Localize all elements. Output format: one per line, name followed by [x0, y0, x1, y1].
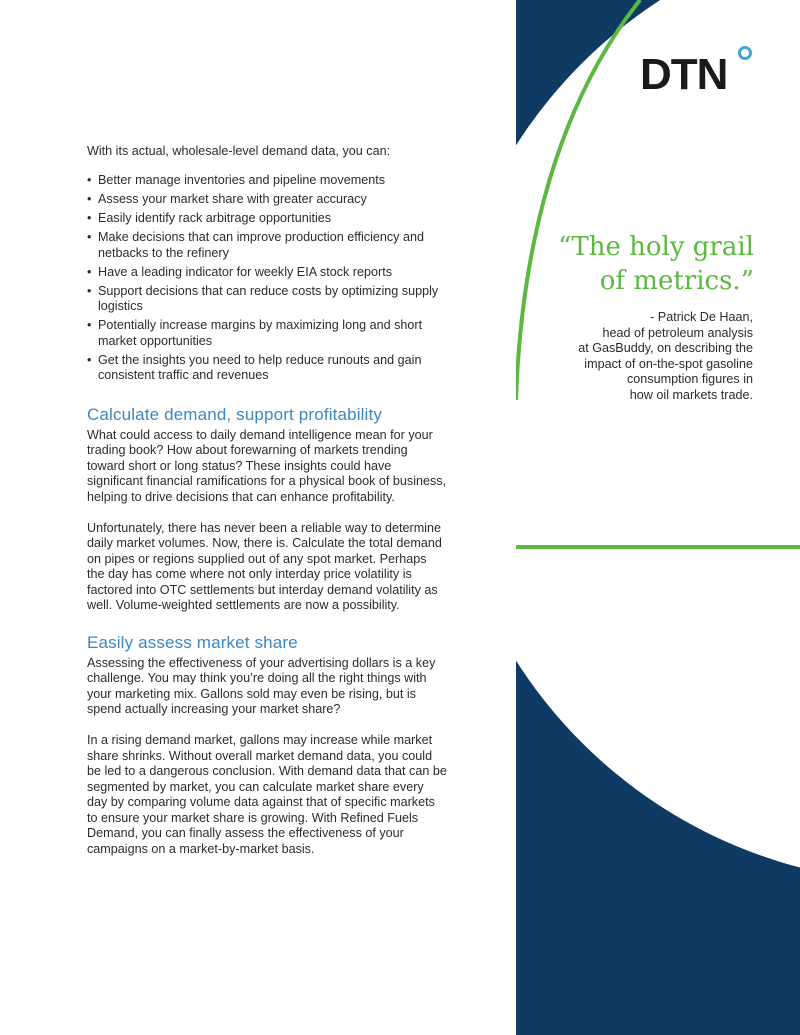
intro-text: With its actual, wholesale-level demand data, you can: — [87, 144, 391, 158]
list-item: • Easily identify rack arbitrage opportunities — [87, 211, 447, 227]
section-share-paragraph-1: Assessing the effectiveness of your advertising dollars is a key challenge. You may think you’re doing all the right things with your marketing mix. Gallons sold may even be rising, but is spend actually increasing your market share? — [87, 655, 436, 716]
list-item: • Have a leading indicator for weekly EIA stock reports — [87, 265, 447, 281]
list-item: • Better manage inventories and pipeline movements — [87, 173, 447, 189]
pull-quote — [494, 230, 754, 298]
dtn-logo — [640, 42, 756, 92]
attribution-line: impact of on-the-spot gasoline — [584, 356, 753, 371]
list-item: • Potentially increase margins by maximizing long and short market opportunities — [87, 318, 447, 349]
section-heading-market-share: Easily assess market share — [87, 632, 298, 652]
attribution-line: consumption figures in — [626, 372, 753, 386]
attribution-line: how oil markets trade. — [629, 387, 753, 402]
main-content — [87, 143, 447, 857]
logo-ring-icon — [740, 48, 751, 59]
list-item: • Get the insights you need to help reduce runouts and gain consistent traffic and revenues — [87, 353, 447, 384]
section-demand-paragraph-2: Unfortunately, there has never been a reliable way to determine daily market volumes. Now, there is. Calculate the total demand on pipes or regions supplied out of any spot market. Perhaps the day has come where not only interday price volatility is factored into OTC settlements but interday demand volatility as well. Volume-weighted settlements are now a possibility. — [87, 520, 442, 612]
section-share-paragraph-2: In a rising demand market, gallons may increase while market share shrinks. Without overall market demand data, you could be led to a dangerous conclusion. With demand data that can be segmented by market, you can calculate market share every day by comparing volume data against that of specific markets to ensure your market share is growing. With Refined Fuels Demand, you can finally assess the effectiveness of your campaigns on a market-by-market basis. — [87, 733, 447, 856]
pull-quote-line-2: of metrics.” — [599, 266, 754, 296]
attribution-line: head of petroleum analysis — [602, 325, 753, 340]
benefits-list — [87, 173, 447, 384]
attribution-line: - Patrick De Haan, — [650, 310, 753, 324]
quote-attribution — [513, 310, 753, 403]
section-heading-demand: Calculate demand, support profitability — [87, 404, 383, 424]
white-circle — [441, 0, 800, 883]
list-item: • Assess your market share with greater accuracy — [87, 192, 447, 208]
pull-quote-line-1: “The holy grail — [558, 232, 754, 262]
section-demand-paragraph-1: What could access to daily demand intelligence mean for your trading book? How about forewarning of markets trending toward short or long status? These insights could have significant financial ramifications for a physical book of business, helping to drive decisions that can enhance profitability. — [87, 427, 447, 504]
list-item: • Support decisions that can reduce costs by optimizing supply logistics — [87, 284, 447, 315]
dtn-logo-text: DTN — [640, 50, 728, 92]
list-item: • Make decisions that can improve production efficiency and netbacks to the refinery — [87, 230, 447, 261]
attribution-line: at GasBuddy, on describing the — [578, 341, 753, 355]
